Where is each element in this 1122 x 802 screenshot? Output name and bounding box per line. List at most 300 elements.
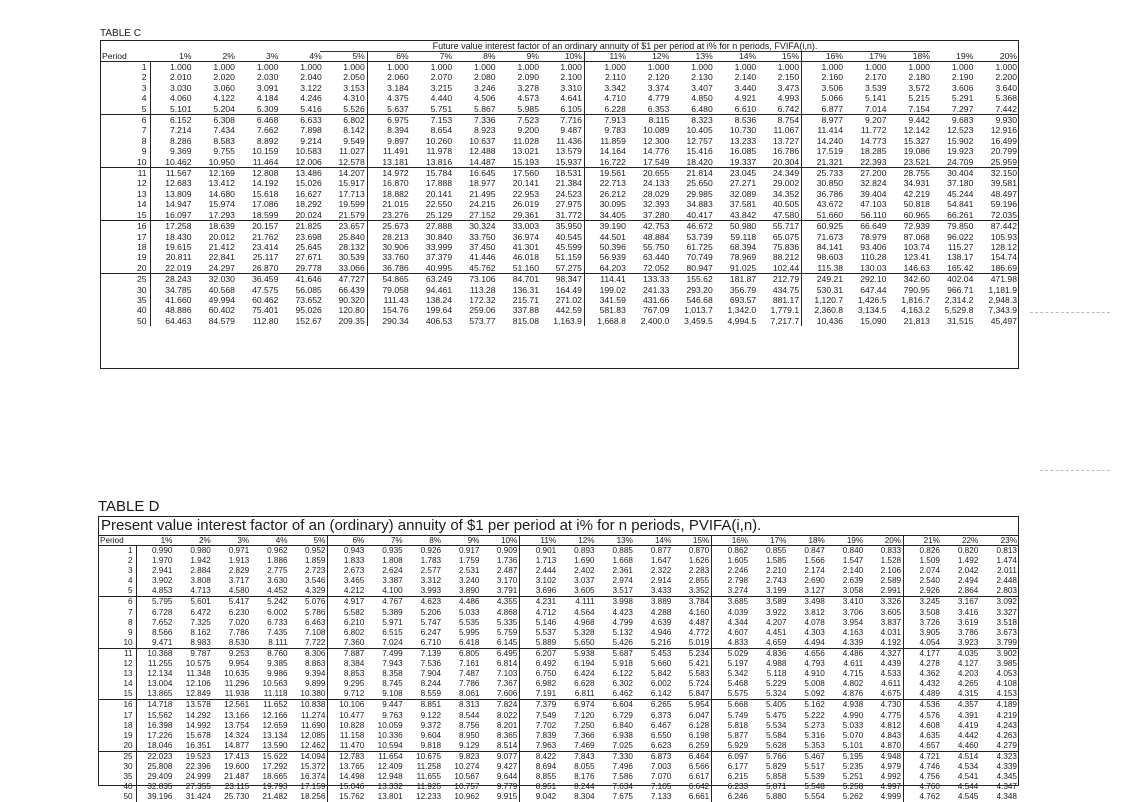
tc-value-cell: 19.337 [729, 156, 757, 167]
table-d-header-row [98, 536, 1019, 546]
tc-value-cell: 431.66 [643, 294, 670, 305]
tc-value-cell: 1.000 [584, 62, 627, 73]
td-value-cell: 4.756 [904, 772, 942, 782]
td-value-cell: 2.624 [382, 566, 403, 576]
tc-value-cell: 98.603 [802, 252, 845, 262]
tc-value-cell: 11.978 [426, 146, 453, 157]
td-value-cell: 7.839 [520, 731, 558, 741]
td-value-cell: 0.855 [765, 546, 787, 555]
td-value-cell: 6.302 [612, 679, 633, 689]
td-value-cell: 8.162 [190, 627, 211, 637]
tc-value-cell: 154.76 [367, 305, 410, 315]
td-value-cell: 4.432 [904, 679, 942, 689]
td-value-cell: 14.094 [290, 751, 328, 762]
tc-value-cell: 20.157 [237, 221, 280, 232]
tc-value-cell: 19.599 [338, 199, 365, 210]
td-value-cell: 8.983 [190, 637, 211, 647]
tc-value-cell: 2,360.8 [802, 305, 845, 315]
td-value-cell: 13.865 [147, 689, 173, 699]
tc-period-cell: 18 [100, 242, 150, 252]
td-value-cell: 2.531 [458, 566, 480, 576]
tc-period-cell: 12 [100, 178, 150, 188]
td-value-cell: 5.954 [673, 700, 711, 711]
td-value-cell: 9.954 [228, 659, 250, 669]
tc-value-cell: 21.762 [252, 231, 279, 242]
tc-value-cell: 43.672 [802, 199, 845, 209]
tc-value-cell: 11.067 [773, 125, 800, 136]
tc-value-cell: 48.884 [643, 231, 670, 242]
tc-value-cell: 60.462 [252, 294, 279, 305]
tc-value-cell: 59.118 [730, 231, 757, 242]
tc-value-cell: 26.870 [252, 262, 279, 273]
tc-value-cell: 5.141 [864, 93, 887, 104]
td-value-cell: 6.467 [650, 720, 672, 730]
td-value-cell: 12.409 [377, 761, 403, 771]
td-column-header: 2% [174, 536, 212, 546]
tc-value-cell: 3.122 [300, 82, 322, 93]
tc-value-cell: 17.258 [150, 221, 193, 232]
td-row [98, 566, 1019, 576]
td-value-cell: 13.134 [262, 730, 288, 740]
td-value-cell: 4.219 [996, 710, 1017, 720]
td-value-cell: 3.589 [750, 597, 788, 608]
td-value-cell: 5.197 [712, 659, 750, 669]
td-value-cell: 0.870 [688, 546, 710, 555]
td-value-cell: 5.583 [688, 669, 710, 679]
td-value-cell: 4.611 [881, 679, 902, 689]
td-value-cell: 8.756 [458, 720, 480, 730]
tc-value-cell: 2.110 [584, 72, 627, 82]
tc-value-cell: 2.160 [802, 72, 845, 82]
td-value-cell: 14.718 [136, 700, 174, 711]
td-value-cell: 4.323 [980, 751, 1019, 762]
td-row [98, 711, 1019, 721]
tc-value-cell: 4.641 [560, 93, 582, 104]
td-value-cell: 11.158 [328, 731, 366, 741]
tc-value-cell: 68.394 [729, 241, 757, 252]
tc-value-cell: 37.379 [425, 252, 453, 263]
td-row [98, 586, 1019, 597]
tc-value-cell: 12.488 [469, 146, 496, 157]
tc-column-header: 4% [280, 51, 323, 62]
tc-column-header: 13% [671, 51, 714, 62]
tc-value-cell: 12.169 [194, 168, 237, 179]
tc-value-cell: 581.83 [584, 305, 627, 315]
td-value-cell: 3.605 [574, 586, 595, 596]
tc-value-cell: 39.190 [584, 221, 627, 232]
td-value-cell: 7.586 [612, 772, 633, 782]
tc-value-cell: 105.93 [990, 231, 1017, 242]
td-value-cell: 3.923 [957, 637, 979, 647]
td-value-cell: 8.306 [290, 648, 328, 659]
tc-value-cell: 14.207 [324, 168, 367, 179]
td-column-header: 23% [980, 536, 1019, 546]
td-value-cell: 15.372 [300, 761, 326, 771]
tc-row [100, 285, 1019, 295]
tc-column-header: 7% [411, 51, 454, 62]
td-value-cell: 5.262 [842, 792, 864, 802]
tc-value-cell: 3.153 [343, 82, 365, 93]
td-value-cell: 4.347 [996, 782, 1017, 792]
tc-value-cell: 24.297 [208, 262, 235, 273]
td-value-cell: 9.915 [496, 792, 518, 802]
td-value-cell: 7.606 [496, 689, 518, 699]
tc-value-cell: 66.439 [338, 284, 365, 295]
td-value-cell: 5.453 [635, 648, 673, 659]
tc-value-cell: 128.12 [990, 241, 1017, 252]
td-value-cell: 0.862 [712, 546, 750, 557]
td-value-cell: 7.435 [267, 627, 288, 637]
td-value-cell: 5.162 [788, 700, 826, 711]
td-value-cell: 3.706 [842, 607, 864, 617]
tc-value-cell: 1,342.0 [727, 305, 757, 316]
td-value-cell: 4.999 [880, 792, 902, 802]
td-value-cell: 9.427 [496, 761, 518, 771]
td-value-cell: 3.092 [980, 597, 1019, 608]
tc-value-cell: 32.393 [643, 199, 670, 210]
tc-value-cell: 8.394 [367, 125, 410, 135]
tc-value-cell: 1.000 [474, 62, 496, 72]
tc-value-cell: 87.442 [975, 221, 1019, 232]
tc-value-cell: 50.980 [715, 221, 758, 232]
tc-value-cell: 20.655 [628, 168, 671, 179]
td-value-cell: 9.779 [496, 782, 518, 792]
td-row [98, 689, 1019, 700]
tc-value-cell: 209.35 [338, 315, 365, 326]
tc-value-cell: 42.219 [903, 188, 930, 199]
td-value-cell: 15.678 [185, 730, 211, 740]
td-value-cell: 8.365 [496, 730, 518, 740]
td-value-cell: 2.283 [688, 566, 710, 576]
tc-value-cell: 6.308 [194, 115, 237, 126]
td-value-cell: 2.074 [904, 566, 942, 576]
td-value-cell: 6.259 [688, 740, 710, 750]
td-value-cell: 3.619 [957, 617, 979, 627]
tc-value-cell: 1.000 [908, 62, 930, 72]
tc-value-cell: 47.580 [772, 209, 800, 220]
td-value-cell: 10.828 [328, 721, 366, 731]
tc-value-cell: 46.672 [671, 221, 714, 232]
td-value-cell: 9.447 [366, 700, 404, 711]
td-value-cell: 8.111 [268, 637, 288, 647]
td-value-cell: 2.974 [612, 576, 633, 586]
tc-value-cell: 767.09 [643, 305, 670, 316]
tc-value-cell: 66.649 [845, 221, 888, 232]
tc-value-cell: 6.742 [777, 103, 800, 114]
tc-value-cell: 1.000 [560, 62, 582, 72]
tc-value-cell: 32.089 [729, 188, 757, 199]
tc-value-cell: 7.297 [951, 103, 974, 114]
td-value-cell: 6.472 [190, 607, 211, 617]
tc-value-cell: 7.014 [864, 103, 887, 114]
tc-value-cell: 6.468 [237, 115, 280, 126]
td-value-cell: 10.563 [262, 679, 288, 689]
tc-value-cell: 66.261 [947, 209, 974, 220]
tc-value-cell: 21.825 [280, 221, 323, 232]
table-c-label: TABLE C [100, 28, 141, 39]
td-value-cell: 5.258 [842, 782, 864, 792]
tc-value-cell: 1.000 [802, 62, 845, 73]
tc-value-cell: 60.965 [903, 209, 930, 220]
td-value-cell: 6.002 [267, 607, 288, 617]
tc-value-cell: 3.246 [474, 82, 496, 93]
tc-value-cell: 54.841 [947, 199, 974, 210]
td-column-header: 14% [635, 536, 673, 546]
td-value-cell: 5.938 [558, 648, 596, 659]
td-period-cell: 17 [98, 711, 136, 721]
tc-value-cell: 27.200 [845, 168, 888, 179]
td-value-cell: 2.140 [842, 566, 864, 576]
tc-value-cell: 51.160 [512, 262, 539, 273]
td-value-cell: 8.061 [458, 689, 480, 699]
tc-value-cell: 11.027 [339, 146, 365, 157]
td-value-cell: 0.833 [880, 546, 902, 555]
tc-value-cell: 10.583 [295, 146, 322, 157]
td-value-cell: 6.230 [228, 607, 250, 617]
tc-value-cell: 138.17 [947, 252, 974, 263]
td-value-cell: 6.097 [712, 751, 750, 762]
td-value-cell: 5.324 [765, 689, 787, 699]
tc-value-cell: 19.923 [947, 146, 974, 157]
tc-value-cell: 9.369 [169, 146, 192, 157]
td-value-cell: 4.990 [842, 710, 864, 720]
td-value-cell: 7.105 [650, 782, 672, 792]
tc-value-cell: 693.57 [729, 294, 757, 305]
tc-value-cell: 4.246 [300, 93, 322, 104]
td-value-cell: 5.889 [520, 638, 558, 649]
td-value-cell: 5.118 [766, 669, 787, 679]
td-value-cell: 5.575 [712, 689, 750, 700]
td-value-cell: 4.327 [865, 648, 903, 659]
td-value-cell: 2.723 [304, 566, 326, 576]
td-value-cell: 11.274 [301, 710, 326, 720]
tc-value-cell: 5.526 [343, 103, 365, 114]
scan-mark [1040, 470, 1110, 471]
td-value-cell: 5.535 [458, 617, 480, 627]
td-value-cell: 7.161 [458, 659, 480, 669]
td-value-cell: 9.604 [420, 730, 442, 740]
tc-value-cell: 72.035 [990, 209, 1017, 220]
td-period-cell: 6 [98, 597, 136, 608]
tc-value-cell: 1,181.9 [988, 284, 1017, 295]
tc-value-cell: 5.215 [908, 93, 930, 104]
td-value-cell: 9.295 [328, 679, 366, 689]
tc-value-cell: 15.416 [686, 146, 713, 157]
tc-value-cell: 120.80 [338, 305, 365, 316]
td-value-cell: 3.199 [765, 586, 787, 596]
tc-value-cell: 30.404 [932, 168, 975, 179]
tc-value-cell: 1,120.7 [802, 295, 845, 305]
tc-value-cell: 7.913 [584, 115, 627, 126]
td-value-cell: 0.847 [804, 546, 825, 555]
td-value-cell: 4.541 [957, 772, 979, 782]
tc-value-cell: 6.480 [691, 103, 713, 114]
td-value-cell: 7.325 [190, 617, 211, 627]
tc-value-cell: 1,013.7 [684, 305, 713, 316]
tc-value-cell: 19.086 [903, 146, 930, 157]
tc-value-cell: 1.000 [256, 62, 279, 72]
tc-value-cell: 10.159 [252, 146, 279, 157]
td-value-cell: 0.952 [304, 546, 326, 555]
td-value-cell: 4.611 [843, 659, 864, 669]
tc-row [100, 157, 1019, 168]
tc-value-cell: 49.994 [208, 294, 235, 305]
tc-value-cell: 3.506 [802, 83, 845, 93]
td-value-cell: 4.607 [712, 628, 750, 638]
td-value-cell: 8.514 [496, 740, 518, 750]
td-value-cell: 8.745 [382, 679, 403, 689]
tc-value-cell: 5,529.8 [944, 305, 974, 316]
td-value-cell: 10.059 [377, 720, 403, 730]
tc-value-cell: 36.459 [237, 274, 280, 285]
tc-value-cell: 9.683 [932, 115, 975, 126]
tc-value-cell: 10.089 [643, 125, 670, 136]
tc-value-cell: 212.79 [758, 274, 801, 285]
td-value-cell: 6.750 [520, 669, 558, 679]
td-value-cell: 0.813 [996, 546, 1017, 555]
td-value-cell: 6.462 [612, 689, 633, 699]
table-d-title: Present value interest factor of an (ordinary) annuity of $1 per period at i% for n periods, PVIFA(i,n). [101, 517, 762, 534]
tc-period-cell: 25 [100, 274, 150, 285]
tc-value-cell: 3,134.5 [857, 305, 887, 316]
tc-value-cell: 11.491 [367, 146, 410, 156]
td-value-cell: 4.746 [904, 762, 942, 772]
td-value-cell: 4.772 [688, 627, 710, 637]
tc-value-cell: 45.599 [555, 241, 582, 252]
td-value-cell: 3.998 [597, 597, 635, 608]
td-value-cell: 0.943 [328, 546, 366, 557]
td-value-cell: 6.373 [650, 710, 672, 720]
tc-value-cell: 146.63 [903, 262, 930, 273]
td-value-cell: 6.047 [688, 710, 710, 720]
tc-value-cell: 50.396 [584, 242, 627, 252]
tc-value-cell: 13.727 [772, 135, 800, 146]
tc-value-cell: 22.550 [425, 199, 453, 210]
tc-value-cell: 434.75 [772, 284, 800, 295]
td-value-cell: 4.534 [957, 761, 979, 771]
td-value-cell: 4.278 [904, 659, 942, 669]
td-value-cell: 1.585 [765, 556, 787, 566]
tc-value-cell: 881.17 [772, 294, 800, 305]
td-period-cell: 30 [98, 762, 136, 772]
tc-row [100, 263, 1019, 274]
td-period-cell: 9 [98, 628, 136, 638]
tc-value-cell: 15.193 [512, 156, 539, 167]
tc-value-cell: 28.755 [889, 168, 932, 179]
tc-value-cell: 7.434 [213, 125, 235, 136]
tc-value-cell: 34.883 [686, 199, 713, 210]
td-value-cell: 4.279 [996, 740, 1017, 750]
td-value-cell: 2.494 [957, 576, 979, 586]
td-value-cell: 3.240 [458, 576, 480, 586]
td-value-cell: 1.859 [304, 556, 326, 566]
tc-value-cell: 1.000 [213, 62, 235, 72]
td-value-cell: 4.533 [880, 669, 902, 679]
tc-value-cell: 23.521 [903, 156, 930, 167]
tc-value-cell: 966.71 [947, 284, 974, 295]
td-value-cell: 6.710 [420, 637, 442, 647]
td-value-cell: 6.424 [574, 669, 595, 679]
td-value-cell: 5.033 [458, 607, 480, 617]
td-value-cell: 8.853 [328, 669, 366, 679]
td-value-cell: 4.263 [996, 730, 1017, 740]
td-value-cell: 9.108 [382, 689, 403, 699]
td-value-cell: 4.712 [520, 608, 558, 618]
tc-value-cell: 79.850 [932, 221, 975, 232]
td-value-cell: 10.594 [377, 740, 403, 750]
td-value-cell: 3.245 [904, 597, 942, 608]
tc-value-cell: 138.24 [425, 294, 453, 305]
td-column-header: 3% [213, 536, 251, 546]
tc-column-header: 3% [237, 51, 280, 62]
tc-value-cell: 9.549 [343, 135, 365, 146]
td-value-cell: 14.877 [224, 740, 250, 750]
td-value-cell: 4.212 [328, 586, 366, 597]
td-value-cell: 17.226 [147, 730, 173, 740]
tc-value-cell: 8.892 [256, 135, 279, 146]
td-value-cell: 4.833 [712, 638, 750, 649]
tc-value-cell: 6.228 [584, 104, 627, 115]
tc-value-cell: 130.03 [860, 262, 887, 273]
td-value-cell: 2.361 [612, 566, 633, 576]
tc-value-cell: 1.000 [300, 62, 322, 72]
tc-value-cell: 2.020 [213, 72, 235, 83]
td-value-cell: 8.384 [328, 659, 366, 669]
td-value-cell: 2.448 [996, 576, 1017, 586]
tc-value-cell: 21.321 [802, 157, 845, 168]
tc-value-cell: 7.336 [454, 115, 497, 126]
td-value-cell: 3.799 [996, 637, 1017, 647]
td-value-cell: 2.589 [880, 576, 902, 586]
tc-value-cell: 6.152 [150, 115, 193, 126]
td-value-cell: 7.786 [228, 627, 250, 637]
tc-value-cell: 54.865 [367, 274, 410, 285]
td-value-cell: 21.482 [262, 792, 288, 802]
tc-column-header: 6% [367, 51, 410, 62]
td-value-cell: 5.749 [712, 711, 750, 721]
tc-period-cell: 8 [100, 136, 150, 146]
tc-value-cell: 50.818 [903, 199, 930, 210]
td-value-cell: 13.004 [147, 679, 173, 689]
td-value-cell: 4.035 [942, 648, 980, 659]
td-value-cell: 8.694 [520, 762, 558, 772]
table-d-label: TABLE D [98, 498, 160, 515]
td-value-cell: 1.668 [612, 556, 633, 566]
td-value-cell: 25.730 [224, 792, 250, 802]
tc-value-cell: 1,816.7 [901, 294, 930, 305]
td-value-cell: 6.246 [712, 792, 750, 802]
td-value-cell: 1.942 [190, 556, 211, 566]
tc-value-cell: 2,948.3 [988, 294, 1017, 305]
tc-value-cell: 2.090 [517, 72, 539, 83]
td-value-cell: 12.106 [185, 679, 211, 689]
td-value-cell: 11.258 [416, 761, 442, 771]
tc-value-cell: 259.06 [469, 305, 496, 316]
td-value-cell: 4.576 [904, 711, 942, 721]
td-value-cell: 9.986 [267, 669, 288, 679]
tc-value-cell: 10.462 [165, 156, 192, 167]
tc-value-cell: 33.750 [469, 231, 496, 242]
table-c [100, 51, 1019, 326]
td-period-cell: 35 [98, 772, 136, 782]
td-value-cell: 9.818 [420, 740, 442, 750]
td-value-cell: 8.022 [496, 710, 518, 720]
tc-value-cell: 56.939 [584, 252, 627, 262]
td-period-cell: 5 [98, 586, 136, 597]
td-column-header: 8% [405, 536, 443, 546]
tc-value-cell: 25.673 [367, 221, 410, 232]
td-period-cell: 50 [98, 792, 136, 802]
